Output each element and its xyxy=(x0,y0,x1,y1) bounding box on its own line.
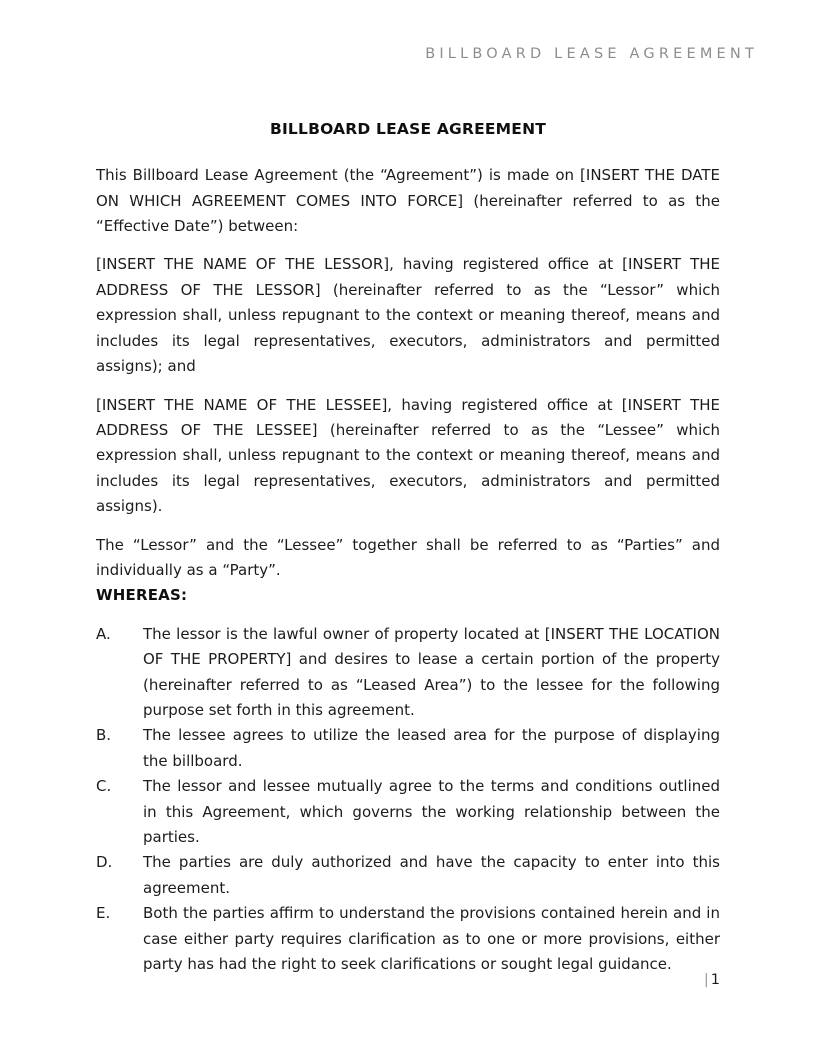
list-item-marker: A. xyxy=(96,624,111,643)
list-item-text: Both the parties affirm to understand the provisions contained herein and in case either party requires clarification as to one or more provisions, either party has had the right to seek clarifications or sought legal guidance. xyxy=(143,904,720,974)
list-item xyxy=(96,622,720,724)
list-item-marker: D. xyxy=(96,853,113,872)
list-item-text: The lessor and lessee mutually agree to the terms and conditions outlined in this Agreement, which governs the working relationship between the parties. xyxy=(143,777,720,846)
list-item xyxy=(96,850,720,901)
list-item-text: The parties are duly authorized and have the capacity to enter into this agreement. xyxy=(143,853,720,897)
list-item-marker: E. xyxy=(96,904,111,923)
paragraph-lessee-details: [INSERT THE NAME OF THE LESSEE], having registered office at [INSERT THE ADDRESS OF THE LESSEE] (hereinafter referred to as the “Lessee” which expression shall, unless repugnant to the context or meaning thereof, means and includes its legal representatives, executors, administrators and permitted assigns). xyxy=(96,395,720,516)
page-footer xyxy=(96,970,720,990)
running-header: BILLBOARD LEASE AGREEMENT xyxy=(425,46,758,62)
list-item xyxy=(96,901,720,977)
list-item-text: The lessee agrees to utilize the leased area for the purpose of displaying the billboard. xyxy=(143,726,720,770)
page-title: BILLBOARD LEASE AGREEMENT xyxy=(269,120,547,138)
section-heading-whereas: WHEREAS: xyxy=(96,586,188,605)
list-item xyxy=(96,723,720,774)
document-body xyxy=(96,118,720,977)
list-item-marker: B. xyxy=(96,726,112,745)
list-item-marker: C. xyxy=(96,777,112,796)
page-number: 1 xyxy=(710,972,720,988)
footer-separator: | xyxy=(703,972,709,988)
paragraph-lessor-details: [INSERT THE NAME OF THE LESSOR], having registered office at [INSERT THE ADDRESS OF THE LESSOR] (hereinafter referred to as the “Lessor” which expression shall, unless repugnant to the context or meaning thereof, means and includes its legal representatives, executors, administrators and permitted assigns); and xyxy=(96,255,720,376)
paragraph-parties-definition: The “Lessor” and the “Lessee” together shall be referred to as “Parties” and individually as a “Party”. xyxy=(96,535,720,579)
paragraph-recital-intro: This Billboard Lease Agreement (the “Agreement”) is made on [INSERT THE DATE ON WHICH AGREEMENT COMES INTO FORCE] (hereinafter referred to as the “Effective Date”) between: xyxy=(96,166,720,236)
list-item xyxy=(96,774,720,850)
list-item-text: The lessor is the lawful owner of property located at [INSERT THE LOCATION OF THE PROPERTY] and desires to lease a certain portion of the property (hereinafter referred to as “Leased Area”) to the lessee for the following purpose set forth in this agreement. xyxy=(143,624,720,719)
whereas-list xyxy=(96,622,720,978)
